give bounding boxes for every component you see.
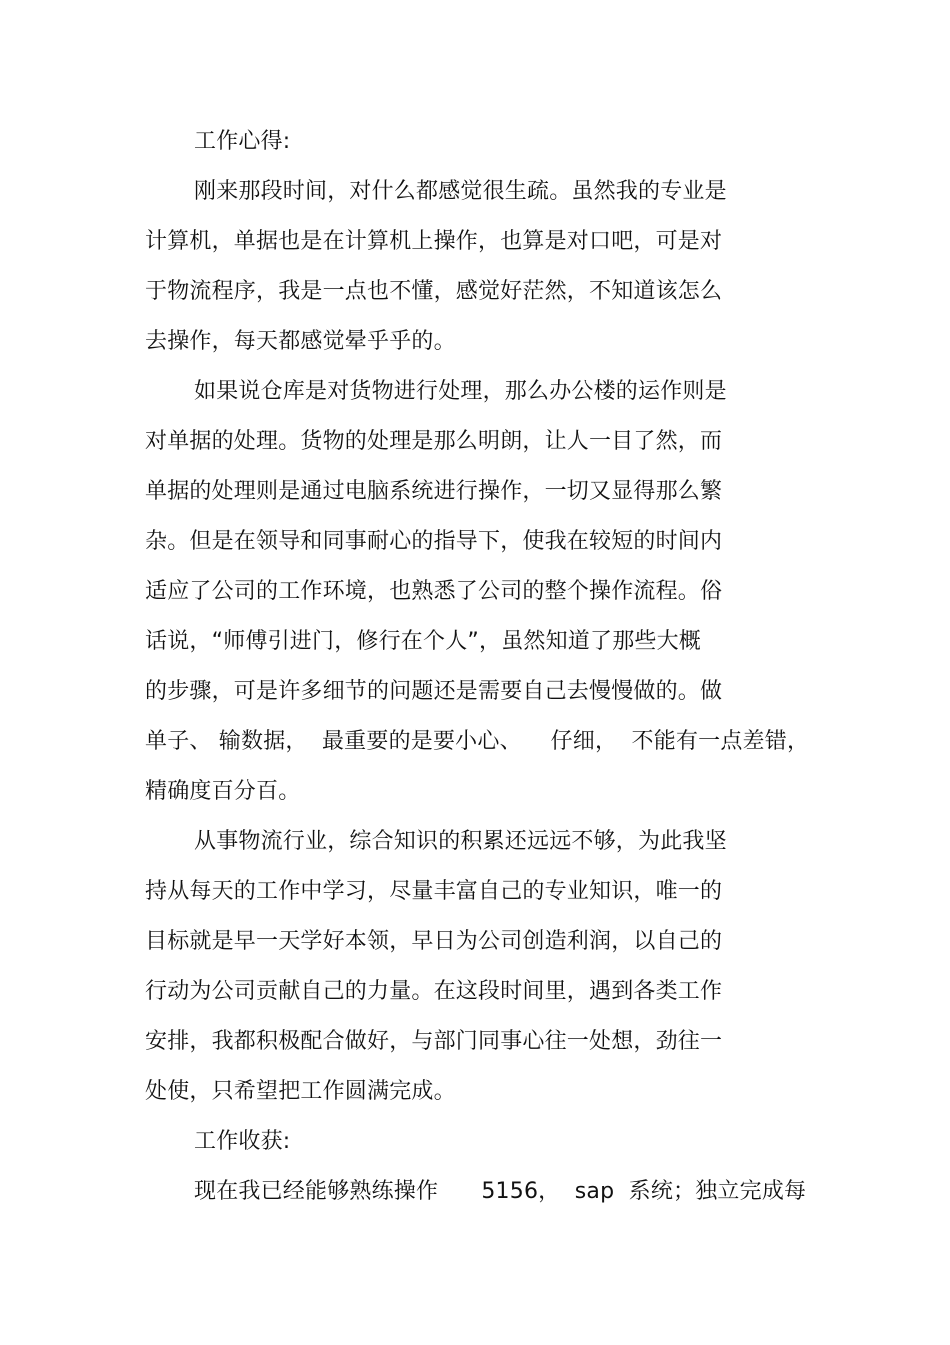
section-heading-work-experience: 工作心得:: [194, 129, 291, 154]
paragraph-line: 去操作，每天都感觉晕乎乎的。: [145, 329, 456, 354]
paragraph-line: 单据的处理则是通过电脑系统进行操作，一切又显得那么繁: [145, 479, 723, 504]
paragraph-line: 于物流程序，我是一点也不懂，感觉好茫然，不知道该怎么: [145, 279, 723, 304]
paragraph-line: 目标就是早一天学好本领，早日为公司创造利润，以自己的: [145, 929, 723, 954]
paragraph-line: 如果说仓库是对货物进行处理，那么办公楼的运作则是: [194, 379, 727, 404]
paragraph-line: 从事物流行业，综合知识的积累还远远不够，为此我坚: [194, 829, 727, 854]
paragraph-line: 持从每天的工作中学习，尽量丰富自己的专业知识，唯一的: [145, 879, 723, 904]
paragraph-line: 话说，“师傅引进门，修行在个人”，虽然知道了那些大概: [145, 629, 701, 654]
section-heading-work-gains: 工作收获:: [194, 1129, 291, 1154]
paragraph-line: 行动为公司贡献自己的力量。在这段时间里，遇到各类工作: [145, 979, 723, 1004]
paragraph-line: 现在我已经能够熟练操作 5156， sap 系统；独立完成每: [194, 1179, 807, 1204]
paragraph-line: 适应了公司的工作环境，也熟悉了公司的整个操作流程。俗: [145, 579, 723, 604]
paragraph-line: 对单据的处理。货物的处理是那么明朗，让人一目了然，而: [145, 429, 723, 454]
paragraph-line: 精确度百分百。: [145, 779, 301, 804]
paragraph-line: 杂。但是在领导和同事耐心的指导下，使我在较短的时间内: [145, 529, 723, 554]
paragraph-line: 单子、 输数据， 最重要的是要小心、 仔细， 不能有一点差错，: [145, 729, 810, 754]
paragraph-line: 安排，我都积极配合做好，与部门同事心往一处想，劲往一: [145, 1029, 723, 1054]
paragraph-line: 的步骤，可是许多细节的问题还是需要自己去慢慢做的。做: [145, 679, 723, 704]
paragraph-line: 刚来那段时间，对什么都感觉很生疏。虽然我的专业是: [194, 179, 727, 204]
paragraph-line: 计算机，单据也是在计算机上操作，也算是对口吧，可是对: [145, 229, 723, 254]
paragraph-line: 处使，只希望把工作圆满完成。: [145, 1079, 456, 1104]
